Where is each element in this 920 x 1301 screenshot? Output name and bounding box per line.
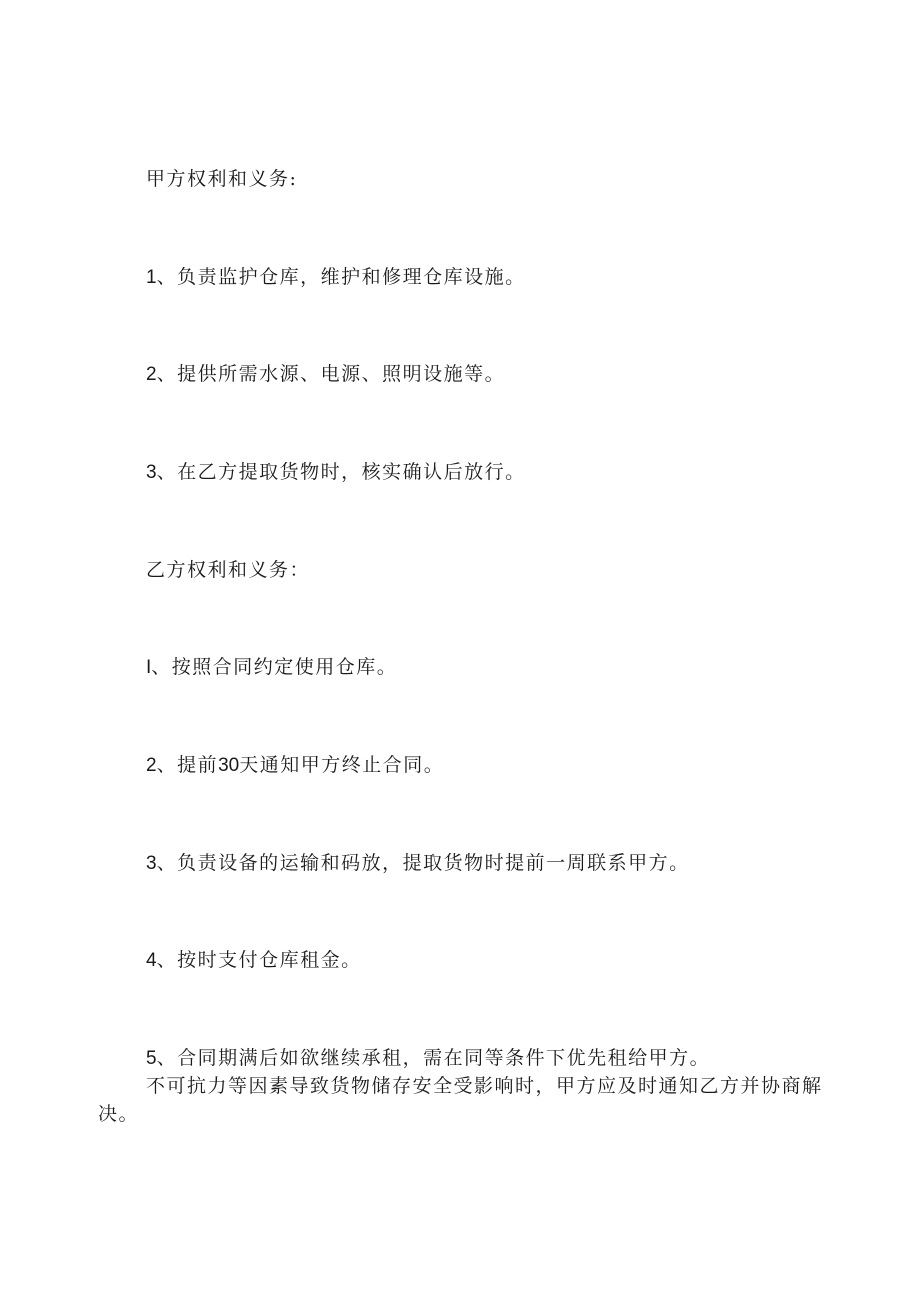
item-number: 4 xyxy=(146,950,157,971)
party-a-heading: 甲方权利和义务: xyxy=(146,168,298,190)
item-text: 、提前 xyxy=(156,754,219,776)
item-number: 3 xyxy=(146,462,157,483)
party-b-item-3 xyxy=(146,850,690,877)
item-text: 、负责监护仓库，维护和修理仓库设施。 xyxy=(156,266,526,288)
item-text: 、按照合同约定使用仓库。 xyxy=(151,656,398,678)
item-text: 、负责设备的运输和码放，提取货物时提前一周联系甲方。 xyxy=(156,852,690,874)
force-majeure-paragraph: 不可抗力等因素导致货物储存安全受影响时，甲方应及时通知乙方并协商解决。 xyxy=(98,1075,823,1125)
item-text-continued: 天通知甲方终止合同。 xyxy=(239,754,445,776)
item-number: 5 xyxy=(146,1048,157,1069)
party-b-item-2 xyxy=(146,752,444,779)
item-text: 、提供所需水源、电源、照明设施等。 xyxy=(156,363,506,385)
item-number: I xyxy=(146,657,152,678)
item-number: 1 xyxy=(146,267,157,288)
days-number: 30 xyxy=(218,755,240,776)
item-text: 、在乙方提取货物时，核实确认后放行。 xyxy=(156,461,526,483)
party-b-item-5 xyxy=(146,1045,710,1072)
party-b-item-4 xyxy=(146,947,362,974)
item-text: 、按时支付仓库租金。 xyxy=(156,949,362,971)
party-b-item-1 xyxy=(146,654,397,681)
item-number: 3 xyxy=(146,853,157,874)
party-a-item-1 xyxy=(146,264,526,291)
item-number: 2 xyxy=(146,755,157,776)
item-text: 、合同期满后如欲继续承租，需在同等条件下优先租给甲方。 xyxy=(156,1047,711,1069)
party-a-item-3 xyxy=(146,459,526,486)
item-number: 2 xyxy=(146,364,157,385)
party-a-item-2 xyxy=(146,361,505,388)
party-b-heading: 乙方权利和义务： xyxy=(146,559,311,581)
